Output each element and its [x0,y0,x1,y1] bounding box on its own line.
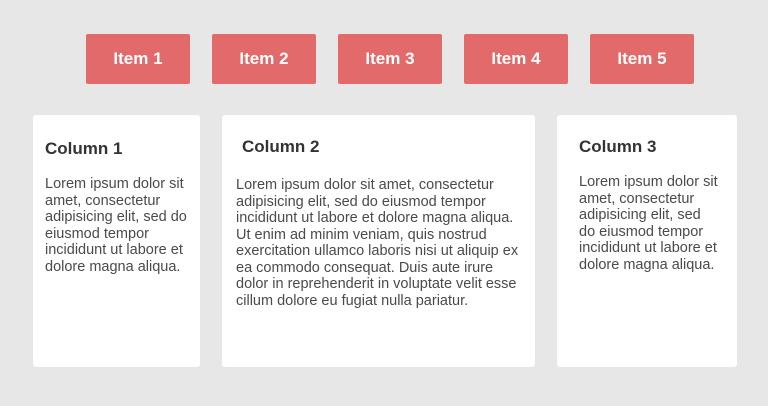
nav-item-1[interactable]: Item 1 [86,34,190,84]
column-card-1 [33,115,200,367]
nav-item-3[interactable]: Item 3 [338,34,442,84]
column-text: Lorem ipsum dolor sit amet, consectetur adipisicing elit, sed do eiusmod tempor incididunt ut labore et dolore magna aliqua. [45,176,187,275]
column-title: Column 1 [45,139,123,158]
column-text: Lorem ipsum dolor sit amet, consectetur adipisicing elit, sed do eiusmod tempor incididunt ut labore et dolore magna aliqua. Ut enim ad minim veniam, quis nostrud exercitation ullamco laboris nisi ut aliquip ex ea commodo consequat. Duis aute irure dolor in reprehenderit in voluptate velit esse cillum dolore eu fugiat nulla pariatur. [236,177,519,309]
nav-bar [86,34,694,84]
column-title: Column 2 [242,137,320,156]
nav-item-4[interactable]: Item 4 [464,34,568,84]
column-card-3 [557,115,737,367]
nav-item-5[interactable]: Item 5 [590,34,694,84]
column-card-2 [222,115,535,367]
column-title: Column 3 [579,137,657,156]
column-text: Lorem ipsum dolor sit amet, consectetur adipisicing elit, sed do eiusmod tempor incididunt ut labore et dolore magna aliqua. [579,174,718,273]
nav-item-2[interactable]: Item 2 [212,34,316,84]
